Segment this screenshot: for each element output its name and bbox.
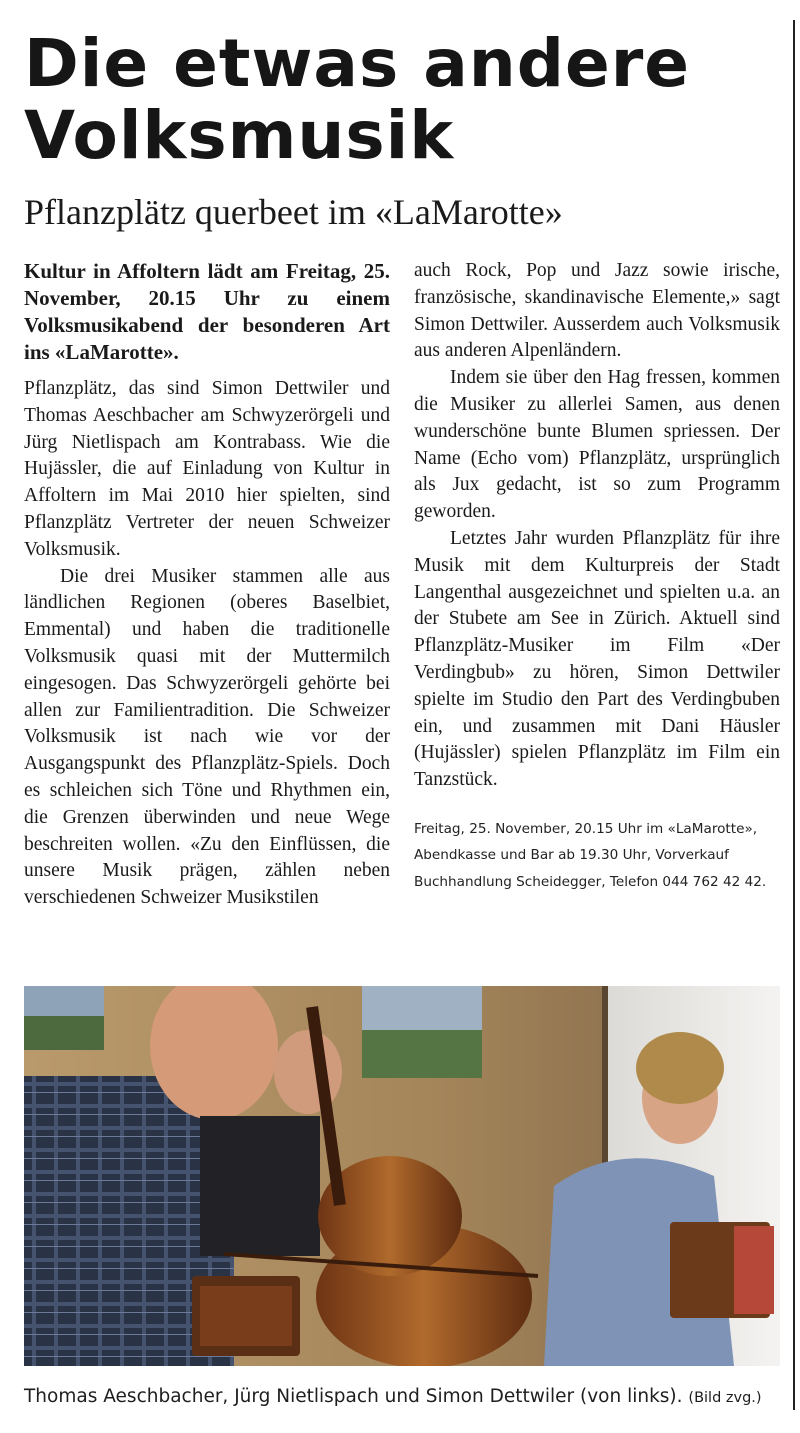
photo-caption (24, 1384, 794, 1411)
band-photo (24, 986, 780, 1366)
article-paragraph: Indem sie über den Hag fressen, kommen die Musiker zu allerlei Samen, aus denen wunderschöne bunte Blumen spriessen. Der Name (Echo vom) Pflanzplätz, ursprünglich als Jux gedacht, ist so zum Programm geworden. (414, 367, 780, 523)
article-paragraph: auch Rock, Pop und Jazz sowie irische, französische, skandinavische Elemente,» sagt Simon Dettwiler. Ausserdem auch Volksmusik aus anderen Alpenländern. (414, 260, 780, 362)
article-lead: Kultur in Affoltern lädt am Freitag, 25. November, 20.15 Uhr zu einem Volksmusikabend der besonderen Art ins «LaMarotte». (24, 259, 390, 364)
headline: Die etwas andere Volksmusik (24, 25, 691, 174)
subheadline: Pflanzplätz querbeet im «LaMarotte» (24, 192, 563, 232)
article-paragraph: Pflanzplätz, das sind Simon Dettwiler und Thomas Aeschbacher am Schwyzerörgeli und Jürg Nietlispach am Kontrabass. Wie die Hujässler, die auf Einladung von Kultur in Affoltern im Mai 2010 hier spielten, sind Pflanzplätz Vertreter der neuen Schweizer Volksmusik. (24, 378, 390, 560)
article-column-left (24, 258, 390, 912)
caption-text: Thomas Aeschbacher, Jürg Nietlispach und Simon Dettwiler (von links). (24, 1386, 683, 1407)
article-paragraph: Letztes Jahr wurden Pflanzplätz für ihre Musik mit dem Kulturpreis der Stadt Langenthal ausgezeichnet und spielten u.a. an der Stubete am See in Zürich. Aktuell sind Pflanzplätz-Musiker im Film «Der Verdingbub» zu hören, Simon Dettwiler spielte im Studio den Part des Verdingbuben ein, und zusammen mit Dani Häusler (Hujässler) spielen Pflanzplätz im Film ein Tanzstück. (414, 527, 780, 791)
article-column-right (414, 258, 780, 909)
event-info: Freitag, 25. November, 20.15 Uhr im «LaMarotte», Abendkasse und Bar ab 19.30 Uhr, Vorverkauf Buchhandlung Scheidegger, Telefon 044 762 42 42. (414, 820, 767, 890)
column-rule (793, 20, 795, 1410)
photo-credit: (Bild zvg.) (688, 1390, 762, 1406)
article-paragraph: Die drei Musiker stammen alle aus ländlichen Regionen (oberes Baselbiet, Emmental) und haben die traditionelle Volksmusik quasi mit der Muttermilch eingesogen. Das Schwyzerörgeli gehörte bei allen zur Familientradition. Die Schweizer Volksmusik ist nach wie vor der Ausgangspunkt des Pflanzplätz-Spiels. Doch es schleichen sich Töne und Rhythmen ein, die Grenzen überwinden und neue Wege beschreiten wollen. «Zu den Einflüssen, die unsere Musik prägen, zählen neben verschiedenen Schweizer Musikstilen (24, 565, 390, 909)
band-photo-illustration (24, 986, 780, 1366)
